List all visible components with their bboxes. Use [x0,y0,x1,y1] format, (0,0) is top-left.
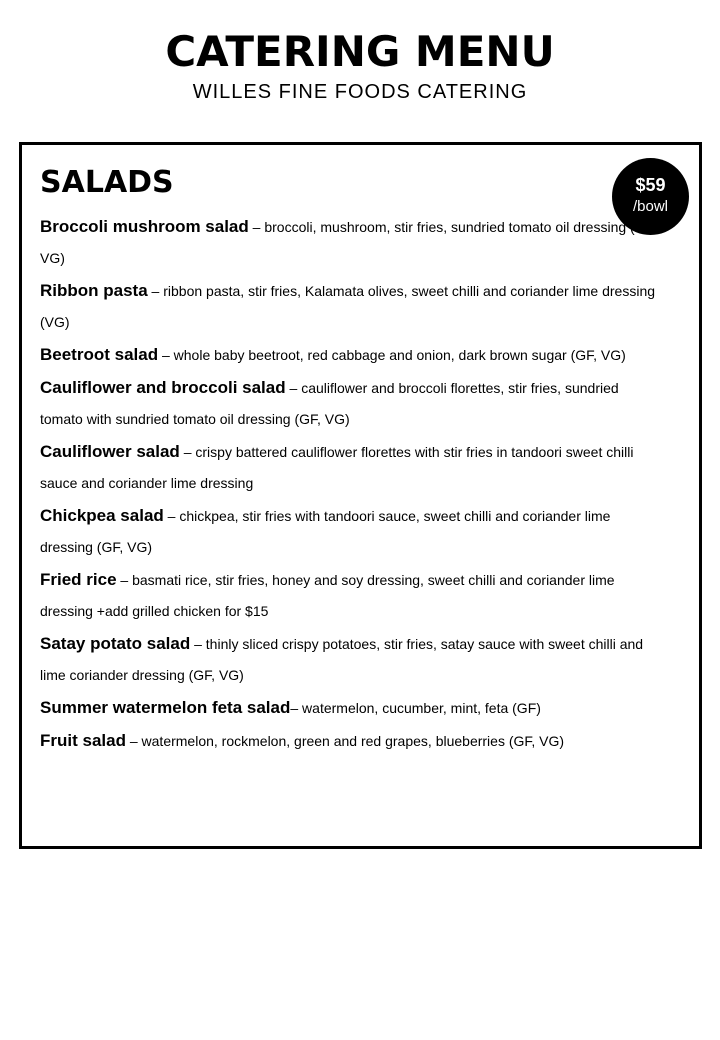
menu-item-description: – thinly sliced crispy potatoes, stir fries, satay sauce with sweet chilli and lime coriander dressing (GF, VG) [40,636,644,683]
menu-item-description: – chickpea, stir fries with tandoori sauce, sweet chilli and coriander lime dressing (GF, VG) [40,508,611,555]
menu-item-name: Cauliflower and broccoli salad [40,378,286,397]
menu-item-name: Chickpea salad [40,506,164,525]
page-title: CATERING MENU [165,27,555,76]
menu-item [40,211,660,274]
menu-item [40,692,660,724]
menu-item-description: – whole baby beetroot, red cabbage and onion, dark brown sugar (GF, VG) [158,347,626,363]
price-amount: $59 [635,175,666,195]
menu-item-description: – watermelon, rockmelon, green and red grapes, blueberries (GF, VG) [125,733,565,749]
menu-item-description: – cauliflower and broccoli florettes, stir fries, sundried tomato with sundried tomato oil dressing (GF, VG) [40,380,619,427]
salad-list [40,211,660,758]
menu-item-description: – basmati rice, stir fries, honey and soy dressing, sweet chilli and coriander lime dressing +add grilled chicken for $15 [40,572,615,619]
menu-item [40,725,660,757]
page-subtitle: WILLES FINE FOODS CATERING [192,81,528,103]
section-title: SALADS [40,165,174,200]
menu-item-description: – broccoli, mushroom, stir fries, sundried tomato oil dressing (GF, VG) [40,219,657,266]
menu-item-description: – watermelon, cucumber, mint, feta (GF) [290,700,541,716]
price-unit: /bowl [632,198,669,215]
menu-item [40,564,660,627]
salads-menu-box [19,142,702,849]
menu-item [40,500,660,563]
menu-item [40,275,660,338]
menu-item-name: Fruit salad [40,731,126,750]
menu-item-name: Beetroot salad [40,345,159,364]
menu-item [40,628,660,691]
menu-item-name: Satay potato salad [40,634,191,653]
page-header [0,26,720,104]
menu-item-description: – ribbon pasta, stir fries, Kalamata olives, sweet chilli and coriander lime dressing (VG) [40,283,656,330]
menu-item-name: Cauliflower salad [40,442,180,461]
menu-item-name: Ribbon pasta [40,281,148,300]
menu-item-name: Broccoli mushroom salad [40,217,249,236]
menu-item-name: Summer watermelon feta salad [40,698,291,717]
menu-item [40,372,660,435]
menu-item-description: – crispy battered cauliflower florettes with stir fries in tandoori sweet chilli sauce and coriander lime dressing [40,444,634,491]
menu-item [40,339,660,371]
menu-item [40,436,660,499]
menu-item-name: Fried rice [40,570,117,589]
